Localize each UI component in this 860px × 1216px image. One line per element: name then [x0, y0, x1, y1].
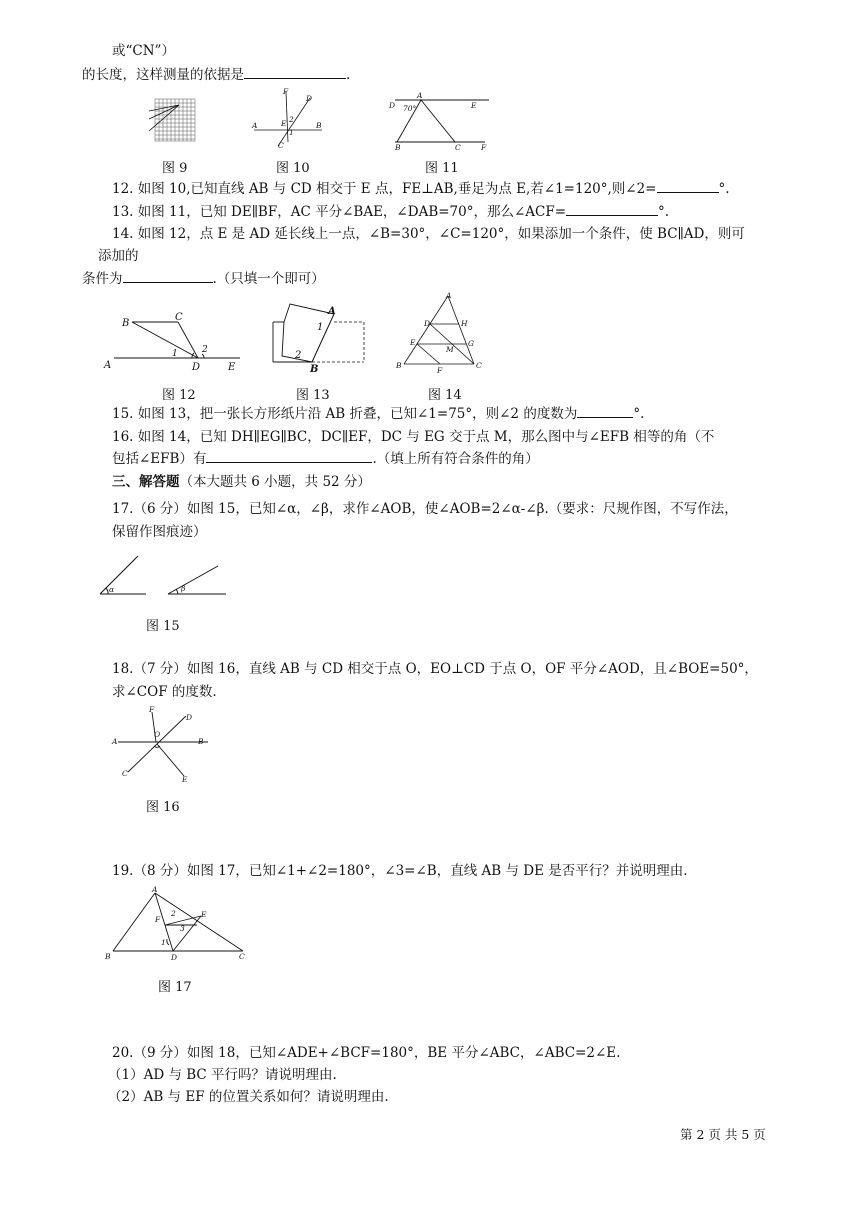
caption-figure-11: 图 11 [425, 161, 459, 176]
label-G: G [468, 339, 474, 348]
text: °. [718, 181, 730, 197]
label-D: D [306, 94, 313, 103]
label-2: 2 [171, 909, 176, 918]
answer-blank[interactable] [206, 450, 372, 463]
label-B: B [395, 143, 401, 152]
label-C: C [455, 143, 461, 152]
label-2: 2 [295, 350, 302, 361]
text: . [346, 67, 351, 83]
figure-12 [100, 308, 250, 374]
label-A: A [417, 91, 423, 100]
label-O: O [154, 730, 161, 739]
label-C: C [476, 361, 482, 370]
label-C: C [278, 141, 284, 150]
question-13 [112, 203, 669, 221]
label-A: A [446, 291, 452, 300]
question-18-line-2: 求∠COF 的度数. [112, 684, 217, 700]
label-D: D [424, 319, 431, 328]
label-C: C [122, 769, 128, 778]
label-E: E [201, 910, 207, 919]
label-3: 3 [180, 924, 185, 933]
figure-14 [392, 290, 492, 376]
figure-17 [103, 885, 253, 961]
text: °. [658, 204, 670, 220]
page-footer: 第 2 页 共 5 页 [680, 1127, 766, 1142]
label-C: C [175, 312, 183, 323]
label-alpha: α [109, 585, 115, 594]
label-A: A [104, 360, 112, 371]
figure-16 [110, 704, 220, 786]
label-M: M [446, 345, 454, 354]
text: 12. 如图 10,已知直线 AB 与 CD 相交于 E 点，FE⊥AB,垂足为点 E,若∠1=120°,则∠2= [112, 181, 657, 197]
label-F: F [437, 366, 443, 375]
text: 13. 如图 11，已知 DE∥BF，AC 平分∠BAE，∠DAB=70°，那么∠ACF= [112, 204, 567, 220]
label-A: A [152, 885, 158, 894]
text: 包括∠EFB）有 [112, 451, 207, 467]
label-B: B [316, 121, 322, 130]
question-20-line-3: （2）AB 与 EF 的位置关系如何？请说明理由. [108, 1089, 389, 1105]
label-E: E [281, 119, 287, 128]
section-3-heading [112, 473, 371, 491]
label-E: E [228, 362, 236, 373]
question-14-line-2: 添加的 [98, 248, 139, 264]
figure-13 [268, 300, 368, 375]
label-1: 1 [172, 349, 178, 359]
label-C: C [239, 952, 245, 961]
caption-figure-16: 图 16 [146, 800, 180, 815]
caption-figure-13: 图 13 [296, 388, 330, 403]
answer-blank[interactable] [657, 180, 719, 193]
label-D: D [192, 362, 201, 373]
label-A: A [112, 737, 118, 746]
continuation-line-2 [82, 66, 350, 84]
label-E: E [471, 101, 477, 110]
question-12 [112, 180, 730, 198]
label-1: 1 [289, 128, 294, 137]
question-20-line-2: （1）AD 与 BC 平行吗？请说明理由. [108, 1067, 337, 1083]
caption-figure-12: 图 12 [162, 388, 196, 403]
question-16-line-2 [112, 450, 539, 468]
caption-figure-9: 图 9 [162, 161, 188, 176]
question-17-line-1: 17.（6 分）如图 15，已知∠α，∠β，求作∠AOB，使∠AOB=2∠α-∠β.（要求：尺规作图，不写作法， [112, 501, 738, 517]
answer-blank[interactable] [566, 203, 658, 216]
label-E: E [182, 775, 188, 784]
caption-figure-15: 图 15 [146, 619, 180, 634]
label-A: A [252, 121, 258, 130]
caption-figure-17: 图 17 [158, 980, 192, 995]
answer-blank[interactable] [577, 405, 633, 418]
text: 15. 如图 13，把一张长方形纸片沿 AB 折叠，已知∠1=75°，则∠2 的度数为 [112, 406, 578, 422]
figure-9 [145, 97, 205, 145]
label-beta: β [181, 584, 186, 593]
label-H: H [461, 319, 468, 328]
question-16-line-1: 16. 如图 14，已知 DH∥EG∥BC，DC∥EF，DC 与 EG 交于点 M，那么图中与∠EFB 相等的角（不 [112, 429, 715, 445]
label-1: 1 [161, 938, 166, 947]
answer-blank[interactable] [123, 270, 213, 283]
label-70: 70° [403, 104, 417, 113]
label-D: D [186, 713, 193, 722]
figure-10 [250, 86, 325, 148]
question-14-line-1: 14. 如图 12，点 E 是 AD 延长线上一点，∠B=30°，∠C=120°，如果添加一个条件，使 BC∥AD，则可 [112, 226, 745, 242]
label-2: 2 [289, 115, 294, 124]
label-D: D [389, 101, 396, 110]
question-18-line-1: 18.（7 分）如图 16，直线 AB 与 CD 相交于点 O，EO⊥CD 于点 O，OF 平分∠AOD，且∠BOE=50°， [112, 661, 758, 677]
label-B: B [396, 361, 402, 370]
label-F: F [283, 87, 289, 96]
label-1: 1 [317, 322, 324, 333]
figure-11 [385, 90, 495, 150]
question-20-line-1: 20.（9 分）如图 18，已知∠ADE+∠BCF=180°，BE 平分∠ABC，∠ABC=2∠E. [112, 1045, 621, 1061]
label-2: 2 [202, 345, 208, 355]
label-F: F [149, 705, 155, 714]
continuation-line-1: 或“CN”） [112, 43, 175, 59]
text: .（只填一个即可） [212, 271, 325, 287]
label-D: D [171, 953, 178, 962]
label-F: F [155, 915, 161, 924]
label-B: B [122, 318, 130, 329]
label-E: E [410, 338, 416, 347]
text: .（填上所有符合条件的角） [372, 451, 539, 467]
answer-blank[interactable] [244, 66, 346, 79]
figure-15 [96, 550, 236, 600]
question-19-line-1: 19.（8 分）如图 17，已知∠1+∠2=180°，∠3=∠B，直线 AB 与 DE 是否平行？并说明理由. [112, 863, 688, 879]
label-B: B [198, 737, 204, 746]
caption-figure-10: 图 10 [276, 161, 310, 176]
question-17-line-2: 保留作图痕迹） [112, 524, 207, 540]
label-B: B [310, 364, 319, 375]
label-B: B [105, 952, 111, 961]
question-14-line-3 [82, 270, 325, 288]
section-note: （本大题共 6 小题，共 52 分） [179, 474, 371, 490]
label-F: F [481, 143, 487, 152]
caption-figure-14: 图 14 [428, 388, 462, 403]
text: 的长度，这样测量的依据是 [82, 67, 244, 83]
section-title: 三、解答题 [112, 474, 180, 490]
text: °. [633, 406, 645, 422]
question-15 [112, 405, 644, 423]
label-A: A [328, 306, 336, 317]
text: 条件为 [82, 271, 123, 287]
